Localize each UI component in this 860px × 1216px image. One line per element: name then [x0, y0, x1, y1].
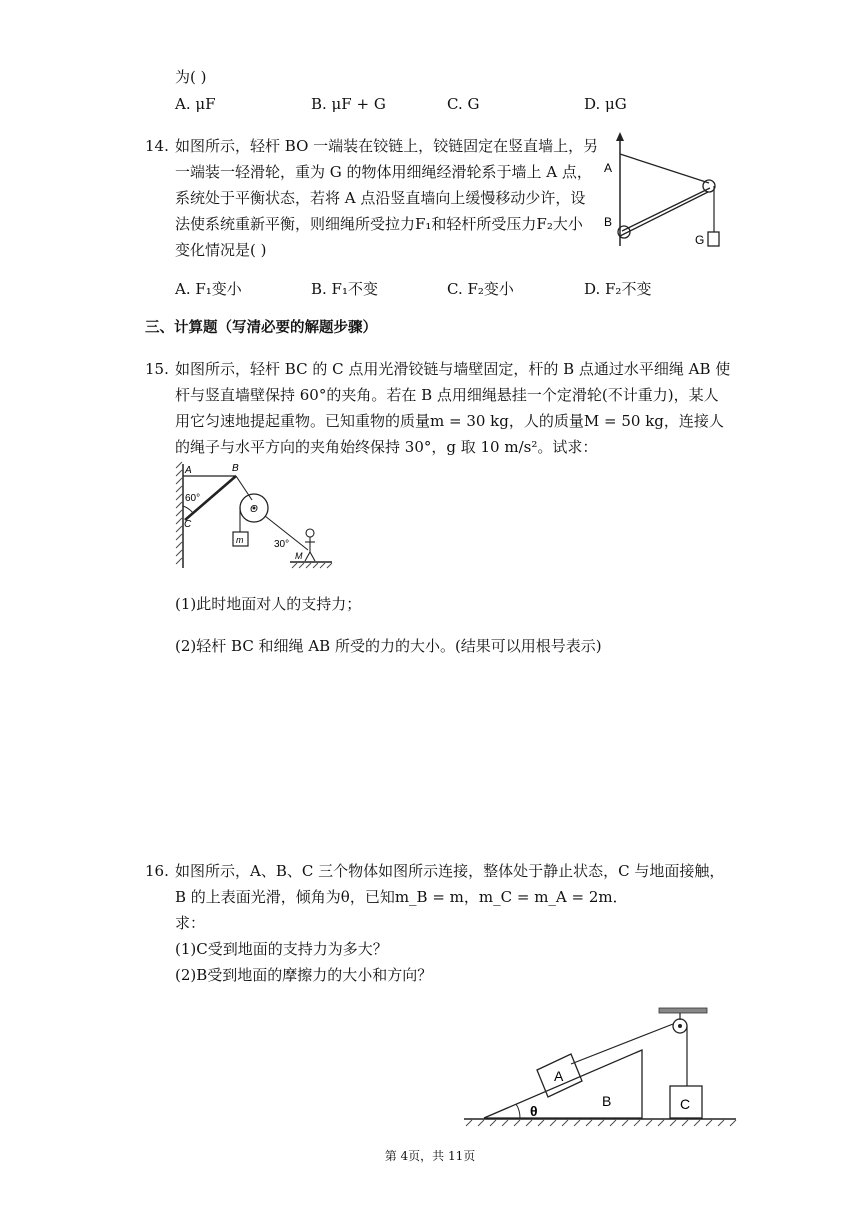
q15-fig-angle-60: 60° [185, 493, 201, 504]
q16-line-5: (2)B受到地面的摩擦力的大小和方向？ [175, 966, 433, 984]
q14-option-b[interactable]: B. F₁不变 [311, 280, 378, 298]
q16-line-3: 求： [175, 914, 206, 932]
q14-fig-label-b: B [604, 215, 613, 229]
q15-number: 15. [145, 360, 169, 378]
page-footer: 第 4页，共 11页 [384, 1149, 476, 1163]
q16-line-1: 如图所示，A、B、C 三个物体如图所示连接，整体处于静止状态，C 与地面接触， [175, 862, 725, 880]
q15-fig-label-b: B [232, 463, 239, 474]
q15-sub-2: (2)轻杆 BC 和细绳 AB 所受的力的大小。(结果可以用根号表示) [175, 637, 602, 655]
q15-line-1: 如图所示，轻杆 BC 的 C 点用光滑铰链与墙壁固定，杆的 B 点通过水平细绳 AB 使 [175, 360, 731, 378]
q16-fig-label-theta: θ [530, 1103, 538, 1119]
q14-line-3: 系统处于平衡状态，若将 A 点沿竖直墙向上缓慢移动少许，设 [175, 189, 586, 207]
q16-number: 16. [145, 862, 169, 880]
q14-number: 14. [145, 137, 169, 155]
q14-fig-label-g: G [695, 233, 705, 247]
q16-fig-label-a: A [554, 1068, 564, 1084]
q15-sub-1: (1)此时地面对人的支持力； [175, 595, 362, 613]
q16-figure [458, 1002, 738, 1132]
q13-option-c[interactable]: C. G [447, 95, 480, 113]
q15-line-2: 杆与竖直墙壁保持 60°的夹角。若在 B 点用细绳悬挂一个定滑轮(不计重力)，某人 [175, 386, 719, 404]
q14-line-2: 一端装一轻滑轮，重为 G 的物体用细绳经滑轮系于墙上 A 点， [175, 163, 592, 181]
q14-option-c[interactable]: C. F₂变小 [447, 280, 514, 298]
q15-line-3: 用它匀速地提起重物。已知重物的质量m = 30 kg，人的质量M = 50 kg，连接人 [175, 412, 724, 430]
q16-line-4: (1)C受到地面的支持力为多大？ [175, 940, 388, 958]
q14-option-a[interactable]: A. F₁变小 [175, 280, 242, 298]
q13-continuation: 为( ) [175, 68, 207, 86]
q15-fig-label-c: C [184, 519, 192, 530]
q14-line-1: 如图所示，轻杆 BO 一端装在铰链上，铰链固定在竖直墙上，另 [175, 137, 599, 155]
q16-fig-label-c: C [680, 1096, 691, 1112]
q14-fig-label-a: A [604, 161, 613, 175]
q14-option-d[interactable]: D. F₂不变 [584, 280, 652, 298]
section-heading: 三、计算题（写清必要的解题步骤） [145, 320, 377, 336]
q15-figure [172, 460, 342, 575]
q15-fig-label-o: O [250, 504, 258, 515]
q14-line-5: 变化情况是( ) [175, 241, 267, 259]
q14-figure [598, 128, 723, 253]
q15-fig-label-M: M [295, 551, 303, 561]
q15-fig-label-a: A [185, 465, 192, 476]
q16-fig-label-b: B [602, 1093, 612, 1109]
q15-fig-angle-30: 30° [274, 539, 290, 550]
q14-line-4: 法使系统重新平衡，则细绳所受拉力F₁和轻杆所受压力F₂大小 [175, 215, 583, 233]
q15-line-4: 的绳子与水平方向的夹角始终保持 30°，g 取 10 m/s²。试求： [175, 438, 598, 456]
q13-option-d[interactable]: D. μG [584, 95, 627, 113]
q13-option-a[interactable]: A. μF [175, 95, 216, 113]
q16-line-2: B 的上表面光滑，倾角为θ，已知m_B = m，m_C = m_A = 2m． [175, 888, 628, 906]
q15-fig-label-m: m [236, 535, 244, 545]
q13-option-b[interactable]: B. μF + G [311, 95, 386, 113]
